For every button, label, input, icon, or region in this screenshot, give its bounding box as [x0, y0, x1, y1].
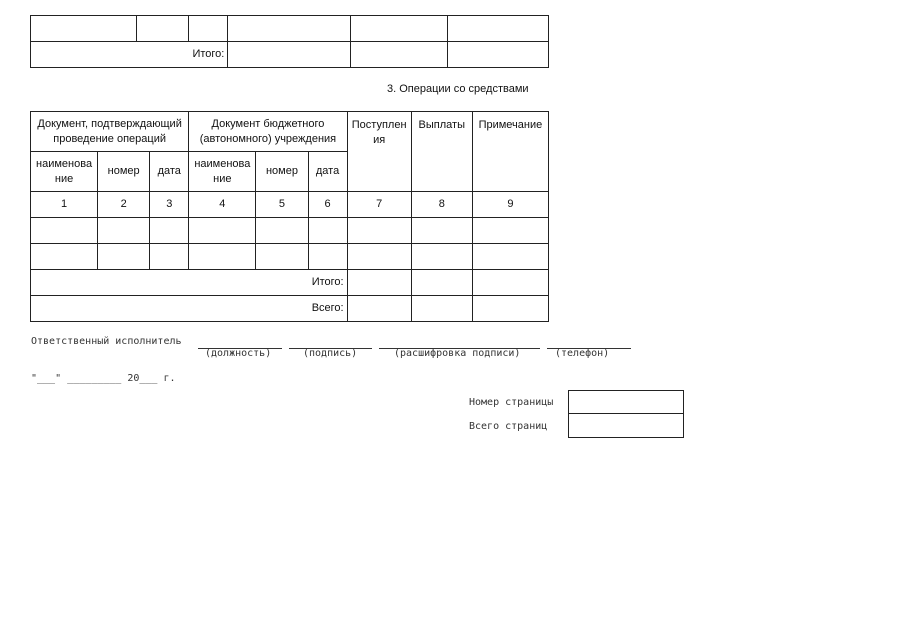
column-number: 1: [31, 192, 98, 218]
top-summary-table: [30, 15, 549, 68]
table-cell: [447, 42, 548, 68]
table-row: [31, 42, 549, 68]
page-number-label: Номер страницы: [469, 397, 554, 408]
header-note: Примечание: [472, 112, 548, 192]
subheader-date: дата: [308, 152, 347, 192]
vsego-row: [31, 296, 549, 322]
table-row: [31, 244, 549, 270]
column-number: 9: [472, 192, 548, 218]
itogo-label: Итого:: [31, 270, 348, 296]
operations-table: [30, 111, 549, 322]
position-caption: (должность): [205, 348, 272, 359]
header-receipts: Поступления: [347, 112, 411, 192]
table-cell: [447, 16, 548, 42]
column-number-row: [31, 192, 549, 218]
phone-caption: (телефон): [555, 348, 610, 359]
subheader-name: наименование: [31, 152, 98, 192]
executor-label: Ответственный исполнитель: [31, 336, 182, 347]
subheader-number: номер: [98, 152, 150, 192]
vsego-label: Всего:: [31, 296, 348, 322]
subheader-number: номер: [256, 152, 308, 192]
date-line: "___" _________ 20___ г.: [31, 373, 176, 384]
column-number: 8: [411, 192, 472, 218]
table-row: [31, 218, 549, 244]
table-cell: [350, 42, 447, 68]
header-payments: Выплаты: [411, 112, 472, 192]
table-cell: [31, 16, 137, 42]
table-cell: [137, 16, 189, 42]
total-pages-field[interactable]: [568, 414, 684, 438]
itogo-label: Итого:: [31, 42, 228, 68]
column-number: 2: [98, 192, 150, 218]
table-row: [31, 16, 549, 42]
table-cell: [350, 16, 447, 42]
signature-caption: (подпись): [303, 348, 358, 359]
column-number: 6: [308, 192, 347, 218]
header-doc-budget: Документ бюджетного (автономного) учреждения: [189, 112, 347, 152]
column-number: 5: [256, 192, 308, 218]
table-cell: [228, 42, 350, 68]
subheader-date: дата: [150, 152, 189, 192]
page-number-box: [568, 390, 684, 438]
column-number: 4: [189, 192, 256, 218]
itogo-row: [31, 270, 549, 296]
decoding-caption: (расшифровка подписи): [394, 348, 521, 359]
header-doc-confirm: Документ, подтверждающий проведение операций: [31, 112, 189, 152]
column-number: 7: [347, 192, 411, 218]
section-title: 3. Операции со средствами: [387, 83, 529, 95]
total-pages-label: Всего страниц: [469, 421, 548, 432]
page-number-field[interactable]: [568, 390, 684, 414]
table-cell: [189, 16, 228, 42]
column-number: 3: [150, 192, 189, 218]
table-cell: [228, 16, 350, 42]
table-header-row: [31, 112, 549, 152]
subheader-name: наименование: [189, 152, 256, 192]
